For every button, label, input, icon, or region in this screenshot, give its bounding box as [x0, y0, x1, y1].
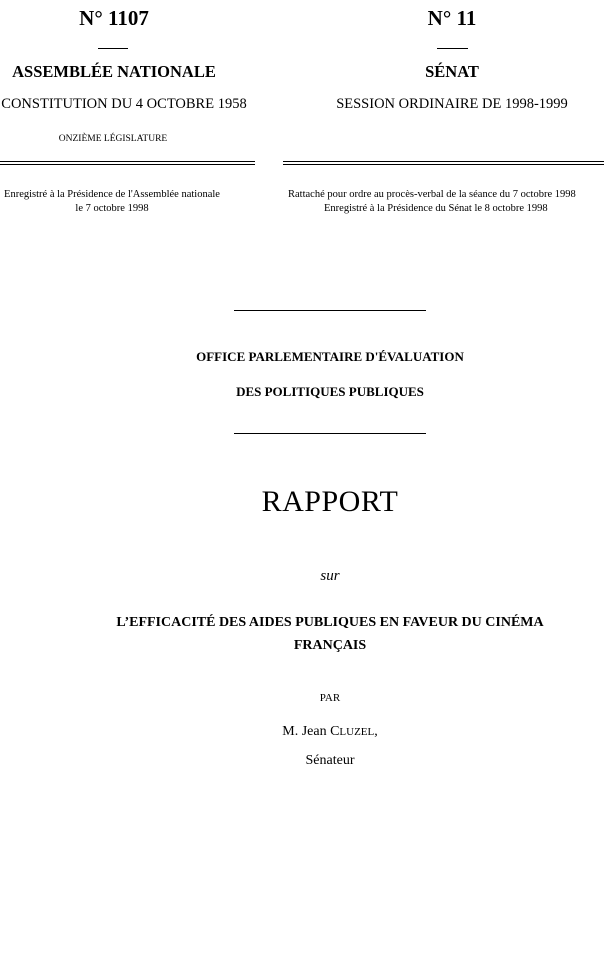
report-preposition: sur [320, 568, 340, 584]
report-author-role: Sénateur [305, 753, 355, 768]
office-name-line-2: DES POLITIQUES PUBLIQUES [236, 384, 424, 399]
assembly-registration-line-2: le 7 octobre 1998 [75, 203, 149, 214]
senate-registration-line: Enregistré à la Présidence du Sénat le 8 octobre 1998 [324, 203, 548, 214]
senate-attachment-line-1: Rattaché pour ordre au procès-verbal de la séance du 7 octobre 1998 [288, 189, 576, 200]
report-by-label: PAR [319, 692, 341, 704]
assembly-registration-line-1: Enregistré à la Présidence de l'Assemblée nationale [4, 189, 220, 200]
senate-document-number: N° 11 [427, 6, 477, 30]
assembly-constitution: CONSTITUTION DU 4 OCTOBRE 1958 [1, 96, 247, 112]
author-suffix: , [374, 724, 378, 739]
left-double-rule [0, 161, 255, 165]
assembly-legislature: ONZIÈME LÉGISLATURE [58, 134, 168, 144]
report-title: RAPPORT [261, 485, 399, 518]
report-author [282, 724, 378, 740]
office-name-line-1: OFFICE PARLEMENTAIRE D'ÉVALUATION [196, 349, 464, 364]
office-bottom-rule [234, 433, 426, 434]
right-number-separator [437, 48, 468, 49]
report-subject-line-2: FRANÇAIS [293, 638, 367, 653]
right-double-rule [283, 161, 604, 165]
assembly-chamber-name: ASSEMBLÉE NATIONALE [12, 62, 216, 81]
office-top-rule [234, 310, 426, 311]
left-number-separator [98, 48, 128, 49]
senate-chamber-name: SÉNAT [425, 62, 479, 81]
author-surname-initial: C [330, 724, 340, 739]
author-surname-rest: LUZEL [339, 726, 375, 738]
senate-session: SESSION ORDINAIRE DE 1998-1999 [336, 96, 568, 112]
assembly-document-number: N° 1107 [79, 6, 149, 30]
report-subject-line-1: L’EFFICACITÉ DES AIDES PUBLIQUES EN FAVEUR DU CINÉMA [116, 615, 544, 630]
author-prefix: M. Jean [282, 724, 331, 739]
